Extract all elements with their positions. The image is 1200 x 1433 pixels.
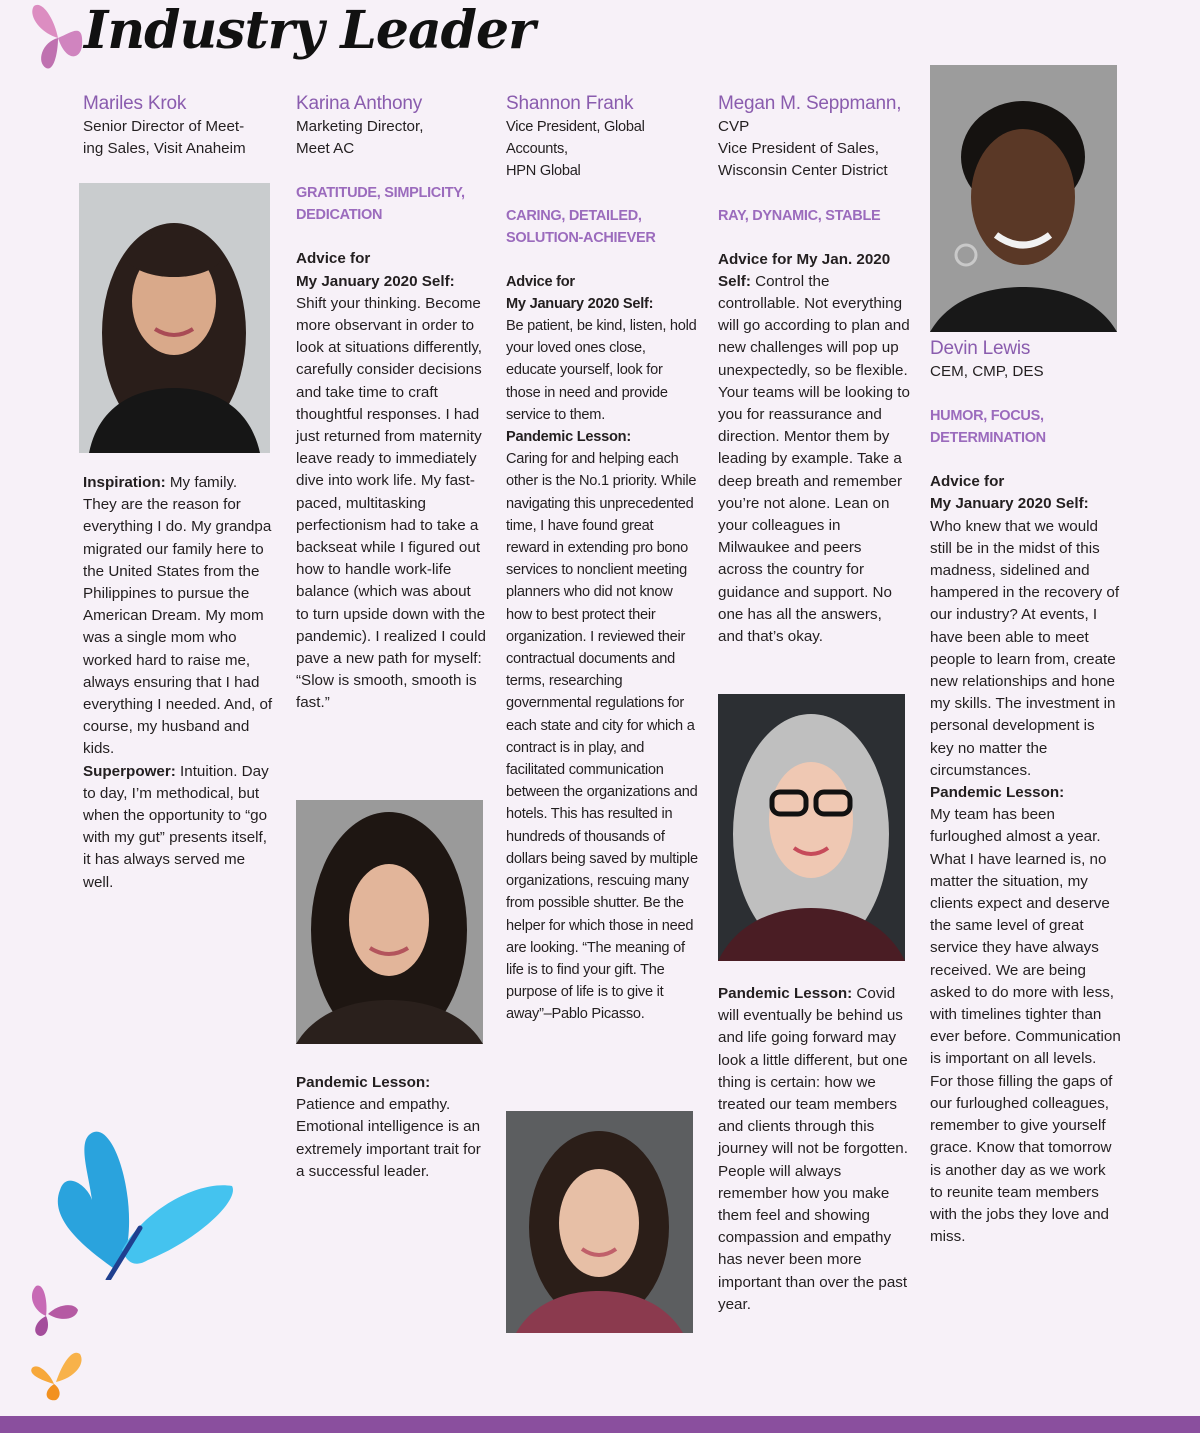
advice-text: Who knew that we would still be in the midst of this madness, sidelined and hampered in the recovery of our industry? At events, I have been able to meet people to learn from, create new relationships and hone my skills. The investment in personal development is key no matter the circumstances. (930, 517, 1120, 779)
portrait-photo-devin-lewis (930, 65, 1117, 332)
person-role: CEM, CMP, DES (930, 363, 1044, 380)
person-role: Senior Director of Meet- ing Sales, Visit Anaheim (83, 118, 246, 158)
blue-butterfly-icon (48, 1130, 238, 1280)
portrait-photo-megan-seppmann (718, 694, 905, 961)
portrait-photo-mariles-krok (79, 183, 270, 453)
profile-mariles-krok (83, 92, 273, 160)
inspiration-text: Inspiration: My family. They are the reason for everything I do. My grandpa migrated our family here to the United States from the Philippines to pursue the American Dream. My mom was a single mom who worked hard to raise me, always ensuring that I had everything I needed. And, of course, my husband and kids. (83, 474, 273, 758)
profile-shannon-frank (506, 92, 698, 1026)
pandemic-lesson-heading: Pandemic Lesson: (506, 429, 631, 446)
person-name: Devin Lewis (930, 338, 1031, 359)
advice-heading: Advice for My January 2020 Self: (506, 273, 654, 312)
advice-text: Advice for My Jan. 2020 Self: Control the controllable. Not everything will go according to plan and new challenges will pop up unexpectedly, so be flexible. Your teams will be looking to you for reassurance and direction. Mentor them by leading by example. Take a deep breath and remember you’re not alone. Lean on your colleagues in Milwaukee and peers across the country for guidance and support. No one has all the answers, and that’s okay. (718, 250, 910, 646)
advice-heading: Advice for My Jan. 2020 Self: (718, 250, 891, 290)
portrait-photo-karina-anthony (296, 800, 483, 1044)
advice-heading: Advice for My January 2020 Self: (296, 250, 455, 290)
person-traits: CARING, DETAILED, SOLUTION-ACHIEVER (506, 207, 656, 246)
advice-heading: Advice for My January 2020 Self: (930, 473, 1089, 513)
superpower-text: Superpower: Intuition. Day to day, I’m methodical, but when the opportunity to “go with my gut” presents itself, it has always served me well. (83, 762, 269, 891)
profile-megan-seppmann-lesson (718, 983, 910, 1316)
person-name: Karina Anthony (296, 93, 423, 114)
person-name: Shannon Frank (506, 93, 634, 114)
person-traits: RAY, DYNAMIC, STABLE (718, 207, 881, 224)
pandemic-lesson-heading: Pandemic Lesson: (718, 985, 853, 1002)
person-traits: GRATITUDE, SIMPLICITY, DEDICATION (296, 185, 465, 224)
pandemic-lesson-text: Caring for and helping each other is the No.1 priority. While navigating this unprecedented time, I have found great reward in extending pro bono services to nonclient meeting planners who did not know how to best protect their organization. I reviewed their contractual documents and terms, researching governmental regulations for each state and city for which a contract is in play, and facilitated communication between the organizations and hotels. This has resulted in hundreds of thousands of dollars being saved by multiple organizations, rescuing many from possible shutter. Be the helper for which those in need are looking. “The meaning of life is to find your gift. The purpose of life is to give it away”–Pablo Picasso. (506, 451, 698, 1023)
orange-butterfly-icon (26, 1346, 88, 1404)
pandemic-lesson-heading: Pandemic Lesson: (296, 1074, 431, 1091)
pandemic-lesson-heading: Pandemic Lesson: (930, 784, 1065, 802)
person-traits: HUMOR, FOCUS, DETERMINATION (930, 408, 1046, 447)
profile-devin-lewis (930, 337, 1122, 1248)
person-role: Vice President, Global Accounts, HPN Global (506, 119, 645, 180)
person-name: Megan M. Seppmann, (718, 93, 902, 114)
pink-butterfly-icon (28, 2, 88, 74)
person-name: Mariles Krok (83, 93, 187, 114)
superpower-label: Superpower: (83, 762, 176, 780)
advice-text: Shift your thinking. Become more observant in order to look at situations differently, carefully consider decisions and take time to craft thoughtful responses. I had just returned from maternity leave ready to immediately dive into work life. My fast-paced, multitasking perfectionism had to take a backseat while I figured out how to handle work-life balance (which was about to turn upside down with the pandemic). I realized I could pave a new path for myself: “Slow is smooth, smooth is fast.” (296, 294, 486, 712)
pandemic-lesson-text: My team has been furloughed almost a year. What I have learned is, no matter the situation, my clients expect and deserve the same level of great service they have always received. We are being asked to do more with less, with timelines tighter than ever before. Communication is important on all levels. For those filling the gaps of our furloughed colleagues, remember to give yourself grace. Know that tomorrow is another day as we work to reunite team members with the jobs they love and miss. (930, 806, 1121, 1246)
profile-megan-seppmann (718, 92, 910, 648)
small-pink-butterfly-icon (26, 1280, 80, 1338)
person-role: Marketing Director, Meet AC (296, 118, 424, 158)
page-title: Industry Leader (84, 0, 535, 61)
inspiration-label: Inspiration: (83, 474, 166, 491)
pandemic-lesson-text: Pandemic Lesson: Covid will eventually be behind us and life going forward may look a little different, but one thing is certain: how we treated our team members and clients through this journey will not be forgotten. People will always remember how you make them feel and showing compassion and empathy has never been more important than over the past year. (718, 985, 908, 1313)
footer-bar (0, 1416, 1200, 1433)
profile-karina-anthony-lesson (296, 1072, 486, 1183)
person-role: CVP Vice President of Sales, Wisconsin Center District (718, 118, 888, 180)
pandemic-lesson-text: Patience and empathy. Emotional intelligence is an extremely important trait for a successful leader. (296, 1096, 481, 1180)
advice-text: Be patient, be kind, listen, hold your loved ones close, educate yourself, look for those in need and provide service to them. (506, 318, 697, 423)
profile-mariles-krok-body (83, 472, 273, 894)
profile-karina-anthony (296, 92, 486, 715)
portrait-photo-shannon-frank (506, 1111, 693, 1333)
